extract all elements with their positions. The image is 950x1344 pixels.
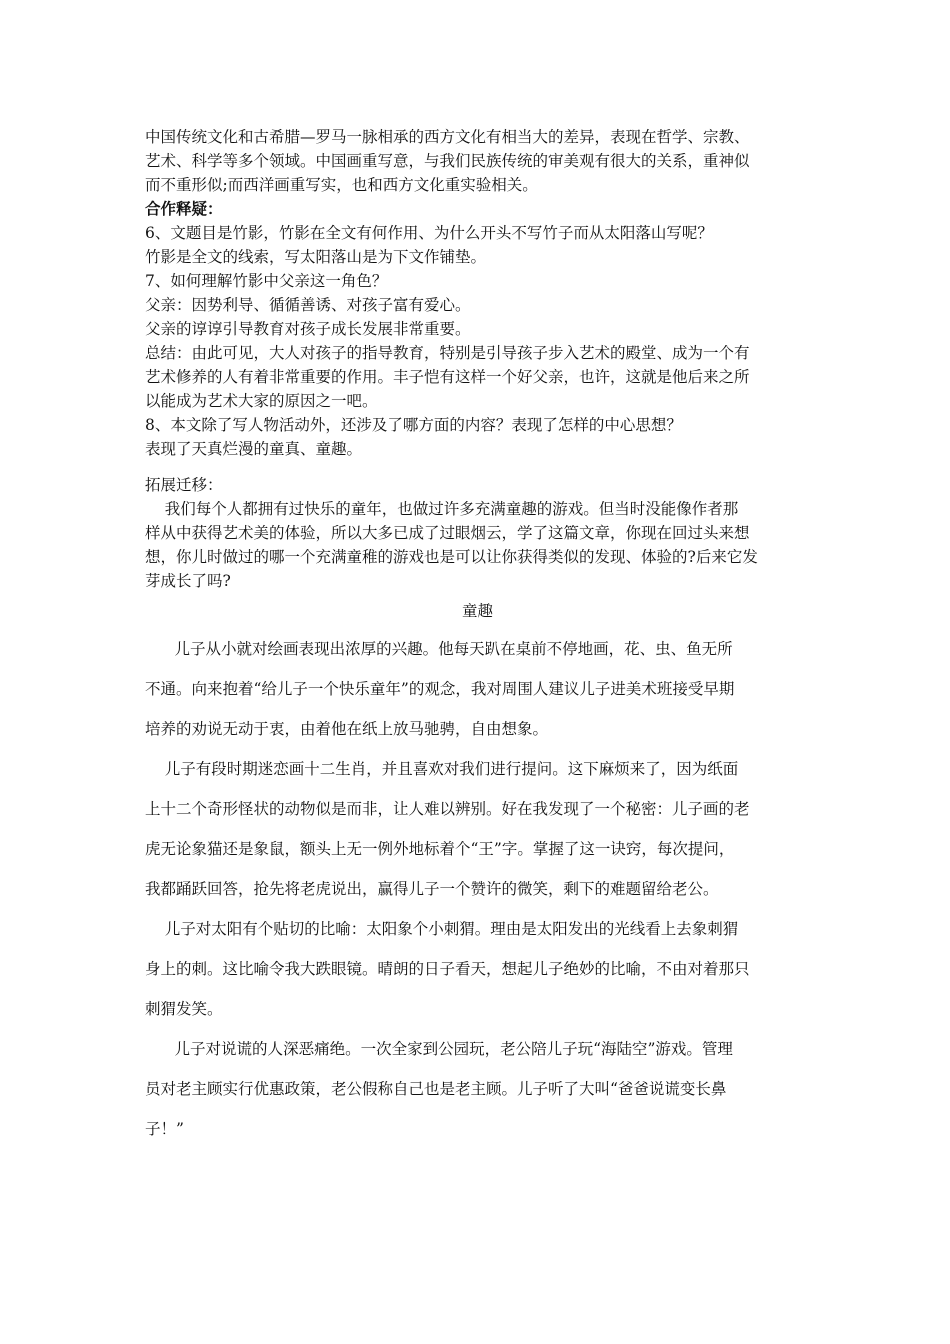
- story-title: 童趣: [461, 602, 493, 620]
- text-line: 我们每个人都拥有过快乐的童年，也做过许多充满童趣的游戏。但当时没能像作者那: [145, 500, 739, 518]
- section-heading: 拓展迁移：: [145, 476, 223, 494]
- section-heading: 合作释疑：: [145, 199, 223, 218]
- answer-8: 表现了天真烂漫的童真、童趣。: [145, 440, 363, 458]
- answer-6: 竹影是全文的线索，写太阳落山是为下文作铺垫。: [145, 248, 487, 266]
- answer-7-line: 父亲：因势利导、循循善诱、对孩子富有爱心。: [145, 296, 471, 314]
- summary-line: 艺术修养的人有着非常重要的作用。丰子恺有这样一个好父亲，也许，这就是他后来之所: [145, 368, 750, 386]
- story-line: 虎无论象猫还是象鼠，额头上无一例外地标着个“王”字。掌握了这一诀窍，每次提问，: [145, 840, 735, 858]
- summary-line: 总结：由此可见，大人对孩子的指导教育，特别是引导孩子步入艺术的殿堂、成为一个有: [145, 344, 750, 362]
- intro-paragraph: [145, 125, 810, 197]
- story-line: 儿子对说谎的人深恶痛绝。一次全家到公园玩，老公陪儿子玩“海陆空”游戏。管理: [145, 1040, 733, 1058]
- question-6: 6、文题目是竹影，竹影在全文有何作用、为什么开头不写竹子而从太阳落山写呢？: [145, 224, 713, 242]
- story-line: 儿子对太阳有个贴切的比喻：太阳象个小刺猬。理由是太阳发出的光线看上去象刺猬: [145, 920, 739, 938]
- summary-line: 以能成为艺术大家的原因之一吧。: [145, 392, 378, 410]
- story-line: 儿子从小就对绘画表现出浓厚的兴趣。他每天趴在桌前不停地画，花、虫、鱼无所: [145, 640, 733, 658]
- story-line: 不通。向来抱着“给儿子一个快乐童年”的观念，我对周围人建议儿子进美术班接受早期: [145, 680, 735, 698]
- question-7: 7、如何理解竹影中父亲这一角色？: [145, 272, 388, 290]
- text-line: 中国传统文化和古希腊—罗马一脉相承的西方文化有相当大的差异，表现在哲学、宗教、: [145, 128, 750, 146]
- text-line: 样从中获得艺术美的体验，所以大多已成了过眼烟云，学了这篇文章，你现在回过头来想: [145, 524, 750, 542]
- story-section: [145, 599, 810, 1149]
- text-line: 想，你儿时做过的哪一个充满童稚的游戏也是可以让你获得类似的发现、体验的?后来它发: [145, 548, 758, 566]
- extension-section: [145, 473, 810, 593]
- question-8: 8、本文除了写人物活动外，还涉及了哪方面的内容？表现了怎样的中心思想？: [145, 416, 682, 434]
- story-line: 上十二个奇形怪状的动物似是而非，让人难以辨别。好在我发现了一个秘密：儿子画的老: [145, 800, 750, 818]
- story-line: 培养的劝说无动于衷，由着他在纸上放马驰骋，自由想象。: [145, 720, 549, 738]
- text-line: 艺术、科学等多个领域。中国画重写意，与我们民族传统的审美观有很大的关系，重神似: [145, 152, 750, 170]
- story-line: 子！”: [145, 1120, 184, 1138]
- story-line: 儿子有段时期迷恋画十二生肖，并且喜欢对我们进行提问。这下麻烦来了，因为纸面: [145, 760, 739, 778]
- text-line: 芽成长了吗?: [145, 572, 231, 590]
- cooperation-section: [145, 197, 810, 461]
- story-line: 刺猬发笑。: [145, 1000, 223, 1018]
- story-line: 身上的刺。这比喻令我大跌眼镜。晴朗的日子看天，想起儿子绝妙的比喻，不由对着那只: [145, 960, 750, 978]
- answer-7-line: 父亲的谆谆引导教育对孩子成长发展非常重要。: [145, 320, 471, 338]
- document-page: [145, 125, 810, 1149]
- text-line: 而不重形似;而西洋画重写实，也和西方文化重实验相关。: [145, 176, 538, 194]
- story-line: 员对老主顾实行优惠政策，老公假称自己也是老主顾。儿子听了大叫“爸爸说谎变长鼻: [145, 1080, 727, 1098]
- spacer: [145, 461, 810, 473]
- story-line: 我都踊跃回答，抢先将老虎说出，赢得儿子一个赞许的微笑，剩下的难题留给老公。: [145, 880, 719, 898]
